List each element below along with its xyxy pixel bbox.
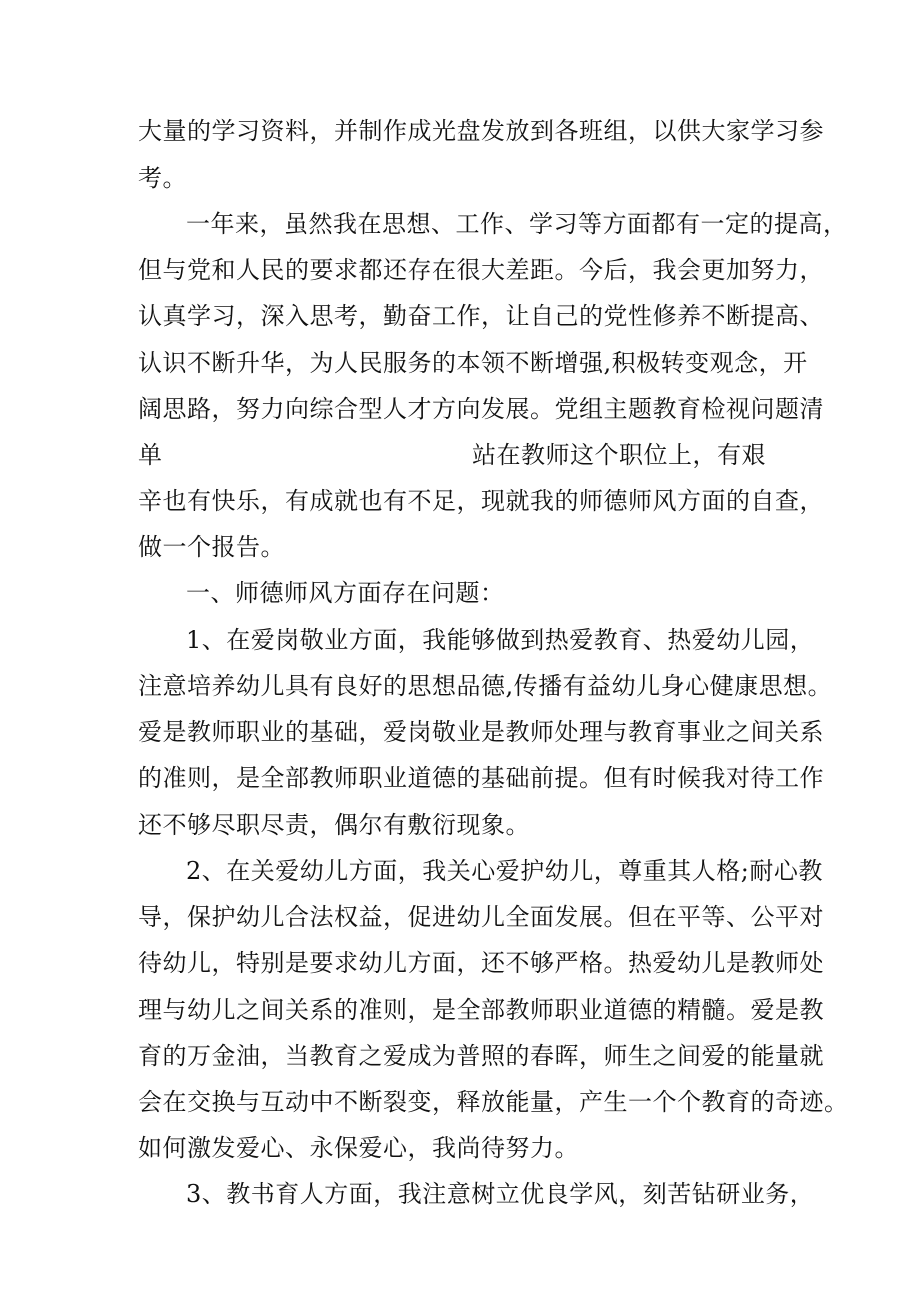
text-line-8: 单 — [138, 441, 163, 469]
text-line-7: 阔思路，努力向综合型人才方向发展。党组主题教育检视问题清 — [138, 395, 824, 423]
text-line-20: 待幼儿，特别是要求幼儿方面，还不够严格。热爱幼儿是教师处 — [138, 949, 824, 977]
text-line-10: 做一个报告。 — [138, 533, 285, 561]
text-line-22: 育的万金油，当教育之爱成为普照的春晖，师生之间爱的能量就 — [138, 1042, 824, 1070]
text-line-14: 注意培养幼儿具有良好的思想品德,传播有益幼儿身心健康思想。 — [138, 672, 833, 700]
text-line-24: 如何激发爱心、永保爱心，我尚待努力。 — [138, 1134, 579, 1162]
text-line-15: 爱是教师职业的基础，爱岗敬业是教师处理与教育事业之间关系 — [138, 718, 824, 746]
text-line-4: 但与党和人民的要求都还存在很大差距。今后，我会更加努力， — [138, 256, 824, 284]
item-3-start-line: 3、教书育人方面，我注意树立优良学风，刻苦钻研业务， — [186, 1180, 815, 1208]
text-line-16: 的准则，是全部教师职业道德的基础前提。但有时候我对待工作 — [138, 764, 824, 792]
text-line-6: 认识不断升华，为人民服务的本领不断增强,积极转变观念，开 — [138, 349, 808, 377]
item-1-start-line: 1、在爱岗敬业方面，我能够做到热爱教育、热爱幼儿园， — [186, 626, 815, 654]
text-line-21: 理与幼儿之间关系的准则，是全部教师职业道德的精髓。爱是教 — [138, 996, 824, 1024]
section-heading: 一、师德师风方面存在问题： — [186, 579, 505, 607]
text-line-9: 辛也有快乐，有成就也有不足，现就我的师德师风方面的自查， — [138, 487, 824, 515]
text-line-23: 会在交换与互动中不断裂变，释放能量，产生一个个教育的奇迹。 — [138, 1088, 849, 1116]
text-line-5: 认真学习，深入思考，勤奋工作，让自己的党性修养不断提高、 — [138, 302, 824, 330]
text-line-8-right: 站在教师这个职位上，有艰 — [472, 441, 766, 469]
text-line-17: 还不够尽职尽责，偶尔有敷衍现象。 — [138, 811, 530, 839]
item-2-start-line: 2、在关爱幼儿方面，我关心爱护幼儿，尊重其人格;耐心教 — [186, 857, 823, 885]
paragraph-start-line: 一年来，虽然我在思想、工作、学习等方面都有一定的提高， — [186, 210, 848, 238]
text-line-1: 大量的学习资料，并制作成光盘发放到各班组，以供大家学习参 — [138, 117, 824, 145]
text-line-19: 导，保护幼儿合法权益，促进幼儿全面发展。但在平等、公平对 — [138, 903, 824, 931]
text-line-2: 考。 — [138, 164, 187, 192]
